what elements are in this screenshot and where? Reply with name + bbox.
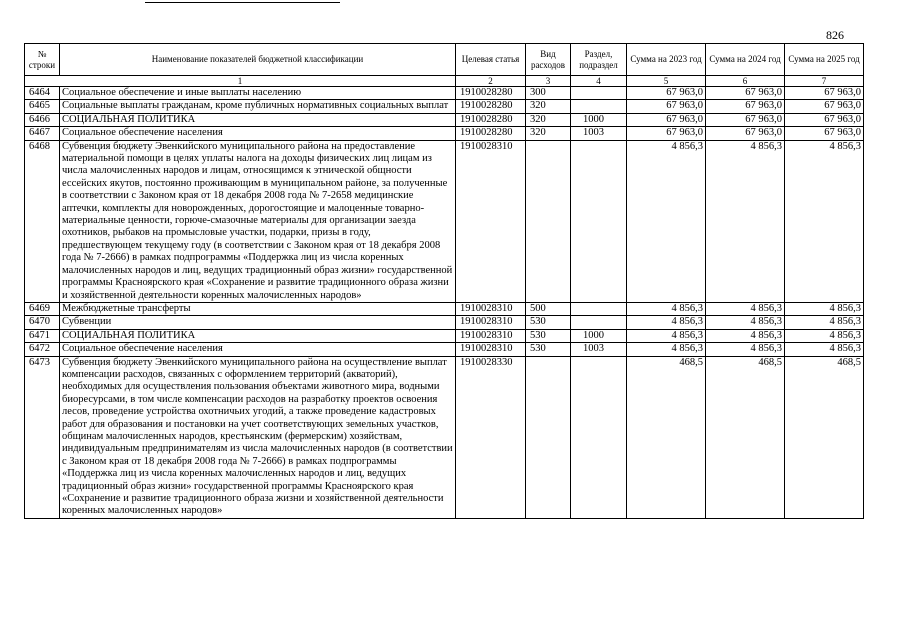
row-name: Социальное обеспечение населения bbox=[60, 343, 456, 356]
row-number: 6466 bbox=[25, 113, 60, 126]
row-vid: 320 bbox=[526, 127, 571, 140]
row-sum-2025: 468,5 bbox=[785, 356, 864, 518]
row-sum-2023: 67 963,0 bbox=[627, 100, 706, 113]
row-sum-2025: 67 963,0 bbox=[785, 100, 864, 113]
row-number: 6468 bbox=[25, 140, 60, 302]
row-name: Субвенция бюджету Эвенкийского муниципального района на предоставление материальной помощи в целях уплаты налога на доходы физических лиц лицам из числа малочисленных народов и лицам, относящимся к этнической общности ессейских якутов, постоянно проживающим в муниципальном районе, за полученные в соответствии с Законом края от 18 декабря 2008 года № 7-2658 медицинские аптечки, комплекты для новорожденных, дорогостоящие и малоценные товарно-материальные ценности, горюче-смазочные материалы для организации заезда охотников, рыбаков на промысловые участки, подарки, призы в году, предшествующем текущему году (в соответствии с Законом края от 18 декабря 2008 года № 7-2666) в рамках подпрограммы «Поддержка лиц из числа коренных малочисленных народов и лиц, ведущих традиционный образ жизни» государственной программы Красноярского края «Сохранение и развитие традиционного образа жизни и хозяйственной деятельности коренных малочисленных народов» bbox=[60, 140, 456, 302]
row-sum-2023: 4 856,3 bbox=[627, 316, 706, 329]
row-sum-2024: 4 856,3 bbox=[706, 140, 785, 302]
row-number: 6471 bbox=[25, 329, 60, 342]
table-row bbox=[25, 140, 864, 302]
row-target: 1910028310 bbox=[456, 316, 526, 329]
budget-table bbox=[24, 43, 864, 519]
row-vid: 530 bbox=[526, 316, 571, 329]
table-row bbox=[25, 127, 864, 140]
row-number: 6467 bbox=[25, 127, 60, 140]
col-number-6: 6 bbox=[706, 76, 785, 87]
row-sum-2023: 67 963,0 bbox=[627, 113, 706, 126]
row-sum-2023: 4 856,3 bbox=[627, 302, 706, 315]
row-vid: 320 bbox=[526, 100, 571, 113]
row-target: 1910028310 bbox=[456, 329, 526, 342]
top-rule bbox=[145, 2, 340, 3]
header-num: № строки bbox=[25, 44, 60, 76]
row-sum-2025: 4 856,3 bbox=[785, 302, 864, 315]
row-sum-2023: 4 856,3 bbox=[627, 329, 706, 342]
row-vid: 530 bbox=[526, 329, 571, 342]
row-sum-2024: 4 856,3 bbox=[706, 316, 785, 329]
row-sum-2025: 67 963,0 bbox=[785, 113, 864, 126]
header-vid: Вид расходов bbox=[526, 44, 571, 76]
row-razdel: 1000 bbox=[571, 329, 627, 342]
row-razdel bbox=[571, 87, 627, 100]
row-vid: 500 bbox=[526, 302, 571, 315]
col-number-5: 5 bbox=[627, 76, 706, 87]
row-sum-2024: 4 856,3 bbox=[706, 302, 785, 315]
row-sum-2025: 4 856,3 bbox=[785, 140, 864, 302]
col-number-7: 7 bbox=[785, 76, 864, 87]
row-number: 6464 bbox=[25, 87, 60, 100]
col-number-1: 1 bbox=[25, 76, 456, 87]
row-vid: 530 bbox=[526, 343, 571, 356]
row-sum-2024: 67 963,0 bbox=[706, 100, 785, 113]
row-number: 6469 bbox=[25, 302, 60, 315]
row-target: 1910028310 bbox=[456, 343, 526, 356]
row-target: 1910028280 bbox=[456, 127, 526, 140]
row-sum-2024: 4 856,3 bbox=[706, 329, 785, 342]
col-number-4: 4 bbox=[571, 76, 627, 87]
col-number-3: 3 bbox=[526, 76, 571, 87]
row-target: 1910028280 bbox=[456, 100, 526, 113]
row-sum-2025: 4 856,3 bbox=[785, 343, 864, 356]
row-number: 6472 bbox=[25, 343, 60, 356]
row-razdel bbox=[571, 140, 627, 302]
table-row bbox=[25, 356, 864, 518]
row-target: 1910028310 bbox=[456, 140, 526, 302]
row-razdel bbox=[571, 302, 627, 315]
row-name: Социальное обеспечение и иные выплаты населению bbox=[60, 87, 456, 100]
row-vid bbox=[526, 356, 571, 518]
header-razdel: Раздел, подраздел bbox=[571, 44, 627, 76]
row-razdel bbox=[571, 356, 627, 518]
row-razdel: 1003 bbox=[571, 127, 627, 140]
row-name: Социальное обеспечение населения bbox=[60, 127, 456, 140]
row-target: 1910028330 bbox=[456, 356, 526, 518]
header-sum-2024: Сумма на 2024 год bbox=[706, 44, 785, 76]
col-number-2: 2 bbox=[456, 76, 526, 87]
header-sum-2025: Сумма на 2025 год bbox=[785, 44, 864, 76]
row-sum-2025: 67 963,0 bbox=[785, 87, 864, 100]
row-name: СОЦИАЛЬНАЯ ПОЛИТИКА bbox=[60, 113, 456, 126]
row-number: 6470 bbox=[25, 316, 60, 329]
row-sum-2025: 4 856,3 bbox=[785, 329, 864, 342]
row-sum-2023: 4 856,3 bbox=[627, 140, 706, 302]
row-name: Межбюджетные трансферты bbox=[60, 302, 456, 315]
row-target: 1910028280 bbox=[456, 87, 526, 100]
table-row bbox=[25, 302, 864, 315]
table-row bbox=[25, 87, 864, 100]
row-sum-2025: 67 963,0 bbox=[785, 127, 864, 140]
row-target: 1910028280 bbox=[456, 113, 526, 126]
row-vid: 300 bbox=[526, 87, 571, 100]
header-name: Наименование показателей бюджетной классификации bbox=[60, 44, 456, 76]
row-sum-2023: 67 963,0 bbox=[627, 87, 706, 100]
row-razdel: 1003 bbox=[571, 343, 627, 356]
table-row bbox=[25, 113, 864, 126]
row-razdel: 1000 bbox=[571, 113, 627, 126]
row-vid bbox=[526, 140, 571, 302]
table-row bbox=[25, 316, 864, 329]
row-razdel bbox=[571, 316, 627, 329]
row-number: 6465 bbox=[25, 100, 60, 113]
row-sum-2023: 468,5 bbox=[627, 356, 706, 518]
row-name: Субвенции bbox=[60, 316, 456, 329]
page-number: 826 bbox=[826, 28, 844, 42]
row-sum-2024: 67 963,0 bbox=[706, 113, 785, 126]
row-target: 1910028310 bbox=[456, 302, 526, 315]
row-sum-2023: 67 963,0 bbox=[627, 127, 706, 140]
row-name: СОЦИАЛЬНАЯ ПОЛИТИКА bbox=[60, 329, 456, 342]
row-name: Субвенция бюджету Эвенкийского муниципального района на осуществление выплат компенсации расходов, связанных с оформлением территорий (акваторий), необходимых для осуществления пользования объектами животного мира, водными биоресурсами, в том числе компенсации расходов на разработку проектов освоения лесов, проведение устройства охотничьих угодий, а также проведение кадастровых работ для образования и постановки на учет соответствующих земельных участков, общинам малочисленных народов, крестьянским (фермерским) хозяйствам, индивидуальным предпринимателям из числа малочисленных народов (в соответствии с Законом края от 18 декабря 2008 года № 7-2666) в рамках подпрограммы «Поддержка лиц из числа коренных малочисленных народов и лиц, ведущих традиционный образ жизни» государственной программы Красноярского края «Сохранение и развитие традиционного образа жизни и хозяйственной деятельности коренных малочисленных народов» bbox=[60, 356, 456, 518]
row-vid: 320 bbox=[526, 113, 571, 126]
table-row bbox=[25, 329, 864, 342]
header-target: Целевая статья bbox=[456, 44, 526, 76]
table-row bbox=[25, 343, 864, 356]
row-sum-2023: 4 856,3 bbox=[627, 343, 706, 356]
row-number: 6473 bbox=[25, 356, 60, 518]
row-sum-2024: 4 856,3 bbox=[706, 343, 785, 356]
row-name: Социальные выплаты гражданам, кроме публичных нормативных социальных выплат bbox=[60, 100, 456, 113]
header-sum-2023: Сумма на 2023 год bbox=[627, 44, 706, 76]
row-sum-2025: 4 856,3 bbox=[785, 316, 864, 329]
row-sum-2024: 67 963,0 bbox=[706, 127, 785, 140]
row-razdel bbox=[571, 100, 627, 113]
table-row bbox=[25, 100, 864, 113]
row-sum-2024: 67 963,0 bbox=[706, 87, 785, 100]
row-sum-2024: 468,5 bbox=[706, 356, 785, 518]
